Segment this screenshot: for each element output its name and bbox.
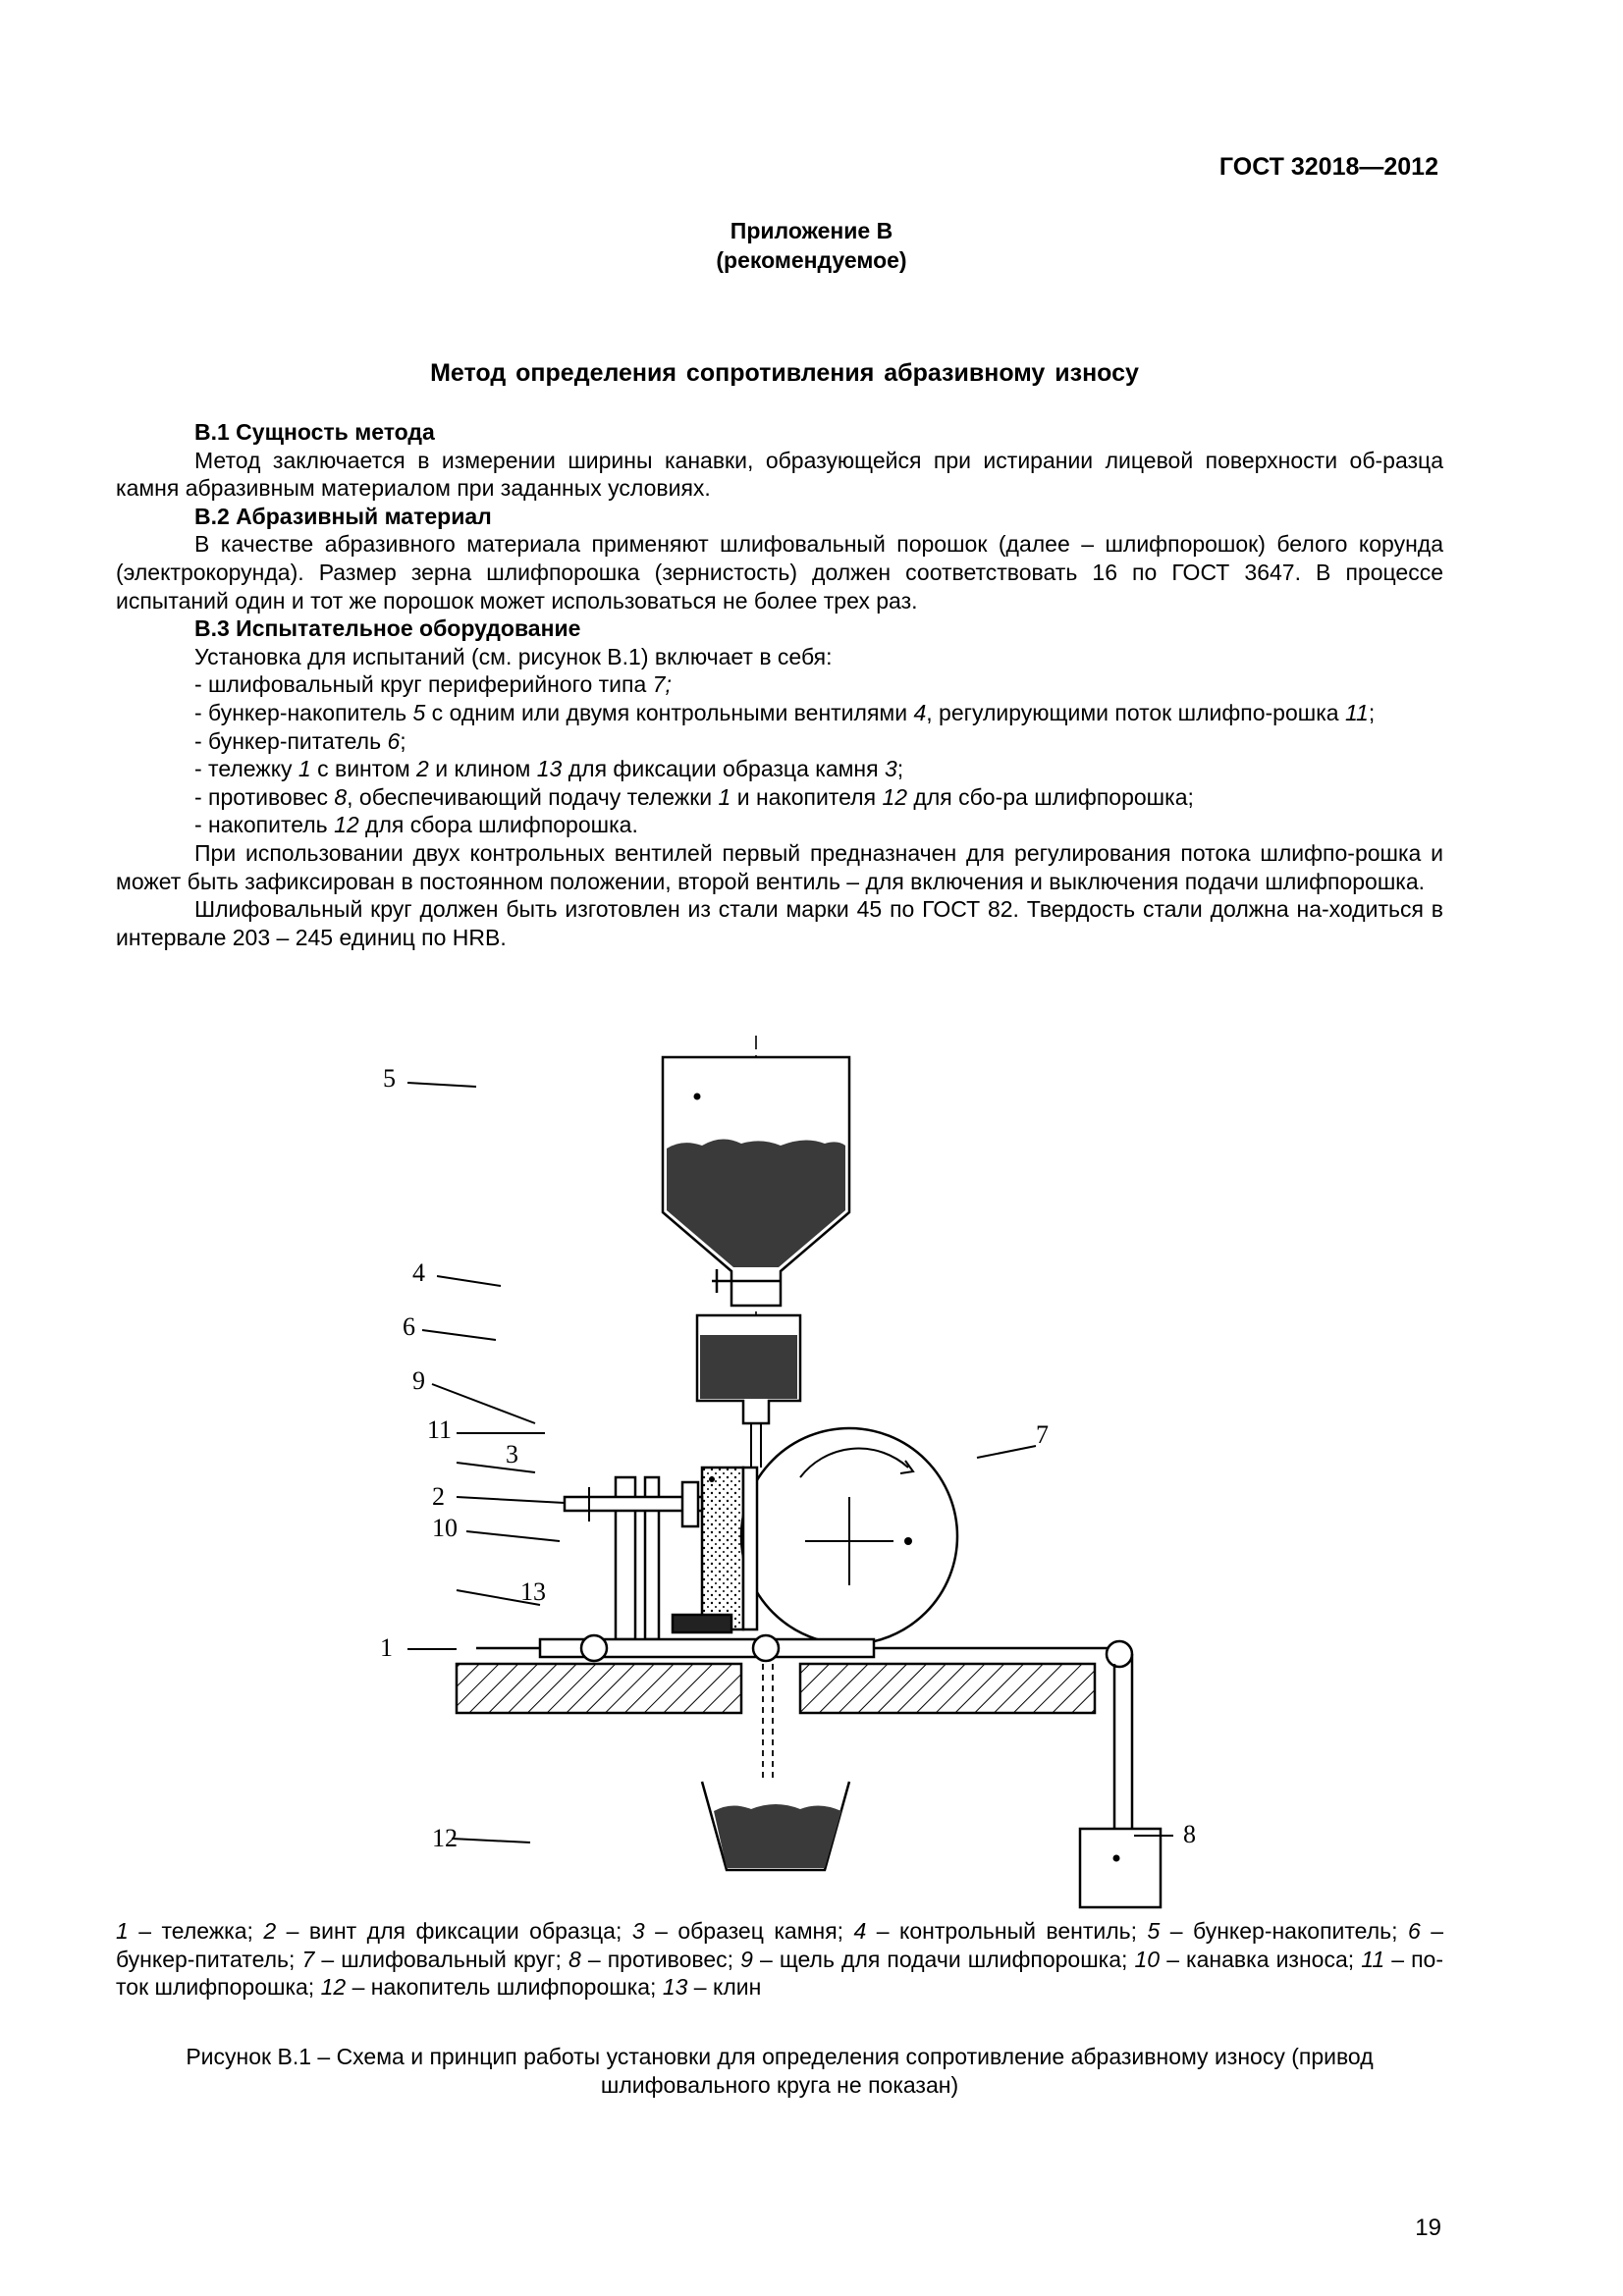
- b3-heading: В.3 Испытательное оборудование: [194, 615, 581, 642]
- b2-paragraph: В качестве абразивного материала применяют шлифовальный порошок (далее – шлифпорошок) белого корунда (электрокорунда). Размер зерна шлифпорошка (зернистость) должен соответствовать 16 по ГОСТ 3647. В процессе испытаний один и тот же порошок может использоваться не более трех раз.: [116, 531, 1443, 614]
- table-right: [800, 1664, 1095, 1713]
- figure-label: 5: [383, 1064, 396, 1093]
- b1-heading: В.1 Сущность метода: [194, 419, 435, 445]
- figure-label: 12: [432, 1824, 458, 1852]
- appendix-label: Приложение В: [730, 218, 893, 243]
- stone-sample: [702, 1468, 743, 1629]
- list-item: - накопитель 12 для сбора шлифпорошка.: [194, 812, 638, 838]
- counterweight: [1080, 1829, 1161, 1907]
- figure-caption: Рисунок В.1 – Схема и принцип работы установки для определения сопротивление абразивному износу (привод шлифовального круга не показан): [186, 2044, 1374, 2098]
- figure-label: 10: [432, 1514, 458, 1542]
- figure-label: 6: [403, 1312, 415, 1341]
- figure-label: 11: [427, 1415, 453, 1444]
- b1-paragraph: Метод заключается в измерении ширины канавки, образующейся при истирании лицевой поверхности об-разца камня абразивным материалом при заданных условиях.: [116, 447, 1443, 502]
- page-number: 19: [1415, 2215, 1441, 2241]
- paragraph-wheel-steel: Шлифовальный круг должен быть изготовлен из стали марки 45 по ГОСТ 82. Твердость стали должна на-ходиться в интервале 203 – 245 единиц по HRB.: [116, 896, 1443, 950]
- appendix-heading: [0, 216, 1623, 275]
- table-left: [457, 1664, 741, 1713]
- figure-label: 4: [412, 1258, 425, 1287]
- wedge: [673, 1615, 731, 1632]
- section-title: Метод определения сопротивления абразивному износу: [430, 359, 1139, 387]
- list-item: - противовес 8, обеспечивающий подачу тележки 1 и накопителя 12 для сбо-ра шлифпорошка;: [194, 783, 1194, 810]
- body-text: [116, 418, 1443, 951]
- figure-legend: 1 – тележка; 2 – винт для фиксации образца; 3 – образец камня; 4 – контрольный вентиль; 5 – бункер-накопитель; 6 – бункер-питатель; 7 – шлифовальный круг; 8 – противовес; 9 – щель для подачи шлифпорошка; 10 – канавка износа; 11 – по-ток шлифпорошка; 12 – накопитель шлифпорошка; 13 – клин: [116, 1918, 1444, 2001]
- b2-heading: В.2 Абразивный материал: [194, 503, 492, 529]
- figure-label: 1: [380, 1633, 393, 1662]
- standard-code: ГОСТ 32018—2012: [1218, 153, 1438, 181]
- figure-b1-diagram: [380, 1036, 1252, 1899]
- appendix-status: (рекомендуемое): [716, 247, 907, 273]
- figure-label: 9: [412, 1366, 425, 1395]
- figure-label: 7: [1036, 1420, 1049, 1449]
- list-item: - бункер-накопитель 5 с одним или двумя контрольными вентилями 4, регулирующими поток шлифпо-рошка 11;: [194, 699, 1376, 725]
- list-item: - шлифовальный круг периферийного типа 7;: [194, 671, 672, 698]
- list-item: - бункер-питатель 6;: [194, 727, 406, 754]
- list-item: - тележку 1 с винтом 2 и клином 13 для фиксации образца камня 3;: [194, 756, 904, 782]
- hopper-powder: [667, 1139, 845, 1267]
- b3-intro: Установка для испытаний (см. рисунок В.1) включает в себя:: [194, 643, 833, 669]
- figure-label: 2: [432, 1482, 445, 1511]
- figure-label: 13: [520, 1577, 546, 1606]
- paragraph-valves: При использовании двух контрольных вентилей первый предназначен для регулирования потока шлифпо-рошка и может быть зафиксирован в постоянном положении, второй вентиль – для включения и выключения подачи шлифпорошка.: [116, 839, 1443, 894]
- figure-label: 8: [1183, 1820, 1196, 1848]
- figure-label: 3: [506, 1440, 518, 1468]
